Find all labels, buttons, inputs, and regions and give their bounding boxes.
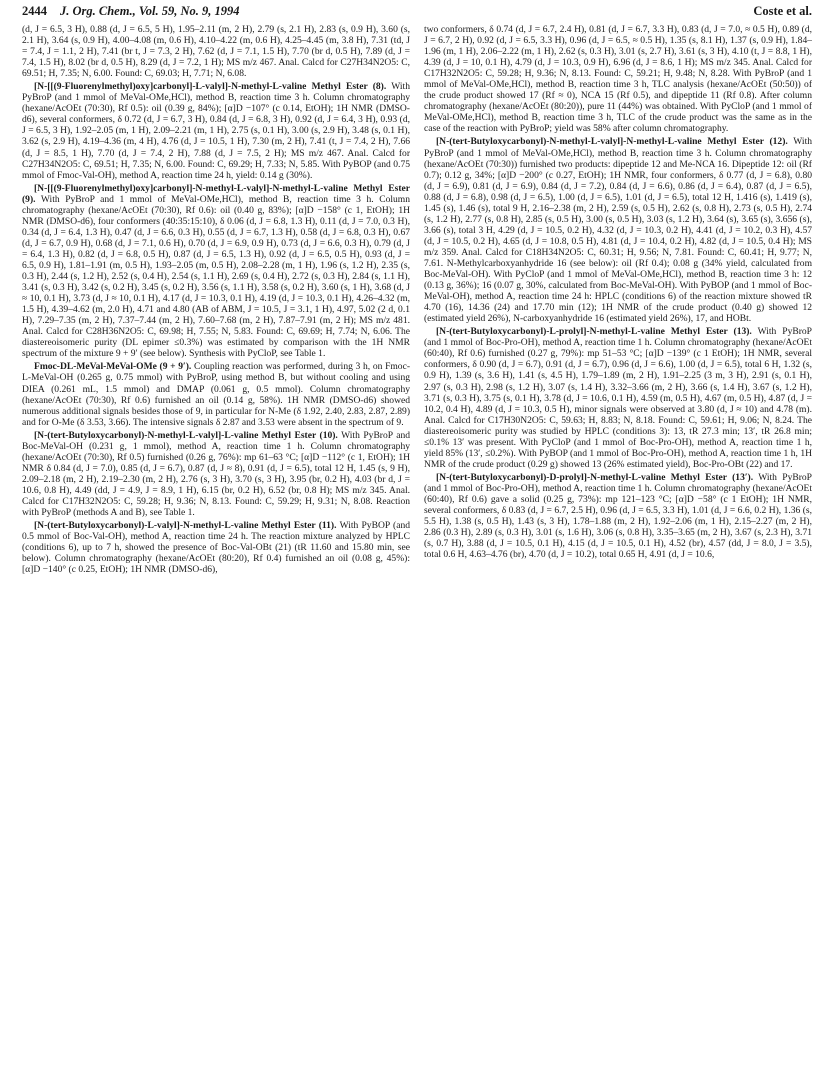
- running-authors: Coste et al.: [753, 4, 812, 18]
- compound-paragraph: [22, 361, 410, 427]
- compound-paragraph: [22, 81, 410, 180]
- paragraph-continuation: [22, 24, 410, 79]
- paragraph-body: With PyBroP (and 1 mmol of MeVal-OMe,HCl), method B, reaction time 3 h. Column chromatography (hexane/AcOEt (70:30), Rf 0.5): oil (0.39 g, 84%); [α]D −107° (c 0.14, EtOH); 1H NMR (DMSO-d6), several conformers, δ 0.72 (d, J = 6.7, 3 H), 0.84 (d, J = 6.8, 3 H), 0.92 (d, J = 6.4, 3 H), 0.93 (d, J = 6.5, 3 H), 1.92–2.05 (m, 1 H), 2.09–2.21 (m, 1 H), 2.75 (s, 0.1 H), 3.00 (s, 2.9 H), 3.48 (s, 0.1 H), 3.62 (s, 2.9 H), 4.19–4.36 (m, 4 H), 4.76 (d, J = 10.5, 1 H), 7.30 (m, 2 H), 7.41 (t, J = 7.4, 2 H), 7.66 (d, J = 8.5, 1 H), 7.70 (d, J = 7.4, 2 H), 7.88 (d, J = 7.5, 2 H); MS m/z 467. Anal. Calcd for C27H34N2O5: C, 69.51; H, 7.35; N, 6.00. Found: C, 69.29; H, 7.33; N, 5.85. With PyBOP (and 0.75 mmol of Fmoc-Val-OH), method A, reaction time 24 h, yield: 0.14 g (30%).: [22, 81, 410, 181]
- page-number: 2444: [22, 4, 47, 18]
- compound-paragraph: [22, 430, 410, 518]
- paragraph-body: With PyBroP and Boc-MeVal-OH (0.231 g, 1 mmol), method A, reaction time 1 h. Column chromatography (hexane/AcOEt (70:30), Rf 0.5) furnished (0.26 g, 76%): mp 61–63 °C; [α]D −112° (c 1, EtOH); 1H NMR δ 0.84 (d, J = 7.0), 0.85 (d, J = 6.7), 0.87 (d, J ≈ 8), 0.91 (d, J = 6.5), total 12 H, 1.45 (s, 9 H), 2.09–2.18 (m, 2 H), 2.19–2.30 (m, 2 H), 2.76 (s, 3 H), 3.70 (s, 3 H), 3.95 (br, 0.2 H), 4.03 (br d, J = 10.6, 0.8 H), 4.49 (dd, J = 4.9, J = 8.9, 1 H), 6.15 (br, 0.2 H), 6.52 (br, 0.8 H); MS m/z 345. Anal. Calcd for C17H32N2O5: C, 59.28; H, 9.36; N, 8.13. Found: C, 59.29; H, 9.31; N, 8.08. Reaction with PyBroP (methods A and B), see Table 1.: [22, 429, 410, 519]
- paragraph-body: With PyBroP (and 1 mmol of Boc-Pro-OH), method A, reaction time 1 h. Column chromatography (hexane/AcOEt (60:40), Rf 0.6) furnished (0.27 g, 79%): mp 51–53 °C; [α]D −139° (c 1 EtOH); 1H NMR, several conformers, δ 0.90 (d, J = 6.7), 0.91 (d, J = 6.7), 0.96 (d, J = 6.6), 1.00 (d, J = 6.5), total 6 H, 1.32 (s, 0.9 H), 1.39 (s, 3.6 H), 1.41 (s, 4.5 H), 1.79–1.89 (m, 2 H), 1.91–2.25 (3 m, 3 H), 2.91 (s, 0.1 H), 2.97 (s, 0.3 H), 2.98 (s, 1.2 H), 3.07 (s, 1.4 H), 3.32–3.66 (m, 2 H), 3.66 (s, 1.4 H), 3.67 (s, 1.2 H), 3.71 (s, 0.3 H), 3.75 (s, 0.1 H), 3.78 (d, J = 10.6, 0.1 H), 4.59 (m, 0.5 H), 4.67 (m, 0.5 H), 4.87 (d, J = 10.2, 0.4 H), 4.89 (d, J = 10.3, 0.5 H), minor signals were observed at 3.80 (d, J ≈ 10) and 4.78 (m). Anal. Calcd for C17H30N2O5: C, 59.63; H, 8.83; N, 8.18. Found: C, 59.61; H, 9.06; N, 8.24. The diastereoisomeric purity was studied by HPLC (conditions 3): 13, tR 27.3 min; 13′, tR 26.8 min; ≤0.1% 13′ was present. With PyCloP (and 1 mmol of Boc-Pro-OH), method A, reaction time 1 h, yield 85% (13′, ≤0.2%). With PyBOP (and 1 mmol of Boc-Pro-OH), method A, reaction time 1 h, 1H NMR of the crude product (0.29 g) showed 13 (26% estimated yield), Boc-Pro-OBt (22) and 17.: [424, 326, 812, 470]
- paragraph-body: With PyBOP (and 0.5 mmol of Boc-Val-OH), method A, reaction time 24 h. The reaction mixture analyzed by HPLC (conditions 6), up to 7 h, showed the presence of Boc-Val-OBt (21) (tR 11.60 and 15.80 min, see below). Column chromatography (hexane/AcOEt (80:20), Rf 0.4) furnished an oil (0.08 g, 45%): [α]D −140° (c 0.25, EtOH); 1H NMR (DMSO-d6),: [22, 520, 410, 576]
- running-header: [22, 4, 812, 24]
- compound-paragraph: [22, 183, 410, 360]
- compound-paragraph: [424, 136, 812, 324]
- paragraph-body: With PyBroP (and 1 mmol of Boc-Pro-OH), method A, reaction time 1 h. Column chromatography (hexane/AcOEt (60:40), Rf 0.6) gave a solid (0.25 g, 73%): mp 121–123 °C; [α]D −58° (c 1 EtOH); 1H NMR, several conformers, δ 0.83 (d, J = 6.7, 2.5 H), 0.96 (d, J = 6.5, 3.3 H), 1.01 (d, J = 6.6, 0.2 H), 1.36 (s, 5.5 H), 1.38 (s, 0.5 H), 1.43 (s, 3 H), 1.78–1.88 (m, 2 H), 1.92–2.06 (m, 1 H), 2.15–2.27 (m, 2 H), 2.86 (0.3 H), 2.89 (s, 0.3 H), 3.01 (s, 1.6 H), 3.06 (s, 0.8 H), 3.35–3.65 (m, 2 H), 3.67 (s, 2.3 H), 3.71 (s, 0.7 H), 3.88 (d, J = 10.5, 0.1 H), 4.15 (d, J = 10.5, 0.1 H), 4.52 (br), 4.57 (dd, J = 8.0, J = 3.5), total 0.6 H, 4.63–4.76 (br), 4.70 (d, J = 10.2), total 0.65 H, 4.91 (d, J = 10.6,: [424, 471, 812, 561]
- compound-title: [N-(tert-Butyloxycarbonyl)-L-prolyl]-N-methyl-L-valine Methyl Ester (13).: [436, 326, 752, 338]
- compound-title: [N-(tert-Butyloxycarbonyl)-N-methyl-L-valyl]-N-methyl-L-valine Methyl Ester (12).: [436, 136, 788, 148]
- paragraph-body: With PyBroP and 1 mmol of MeVal-OMe,HCl), method B, reaction time 3 h. Column chromatography (hexane/AcOEt (70:30), Rf 0.6): oil (0.40 g, 83%); [α]D −158° (c 1, EtOH); 1H NMR (DMSO-d6), four conformers (40:35:15:10), δ 0.06 (d, J = 6.8, 1.3 H), 0.11 (d, J = 7.0, 0.3 H), 0.34 (d, J = 6.4, 1.3 H), 0.47 (d, J = 6.6, 0.3 H), 0.55 (d, J = 6.7, 1.3 H), 0.58 (d, J = 6.8, 0.3 H), 0.67 (d, J = 6.7, 0.9 H), 0.68 (d, J = 7.1, 0.6 H), 0.70 (d, J = 6.9, 0.9 H), 0.73 (d, J = 6.6, 0.3 H), 0.79 (d, J = 6.4, 1.3 H), 0.82 (d, J = 6.8, 0.5 H), 0.87 (d, J = 6.5, 1.3 H), 0.92 (d, J = 6.5, 0.5 H), 0.93 (d, J = 6.5, 0.9 H), 1.81–1.91 (m, 0.5 H), 1.93–2.05 (m, 0.5 H), 2.08–2.28 (m, 1 H), 1.96 (s, 1.2 H), 2.35 (s, 0.3 H), 2.44 (s, 1.2 H), 2.52 (s, 0.4 H), 2.54 (s, 1.1 H), 2.69 (s, 0.4 H), 2.72 (s, 0.3 H), 2.84 (s, 1.1 H), 3.41 (s, 0.3 H), 3.42 (s, 0.2 H), 3.45 (s, 0.2 H), 3.56 (s, 1.1 H), 3.58 (s, 0.2 H), 3.60 (s, 1 H), 3.68 (d, J ≈ 10, 0.1 H), 3.73 (d, J ≈ 10, 0.1 H), 4.17 (d, J = 10.3, 0.1 H), 4.19 (d, J = 10.3, 0.1 H), 4.26–4.32 (m, 1.5 H), 4.39–4.62 (m, 2.0 H), 4.71 and 4.80 (AB of ABM, J = 10.5, J = 3.1, 1 H), 4.97, 5.02 (2 d, 0.1 H), 7.29–7.35 (m, 2 H), 7.37–7.44 (m, 2 H), 7.60–7.68 (m, 2 H), 7.87–7.91 (m, 2 H); MS m/z 481. Anal. Calcd for C28H36N2O5: C, 69.98; H, 7.55; N, 5.83. Found: C, 69.69; H, 7.74; N, 6.06. The diastereoisomeric purity (DL epimer ≤0.3%) was estimated by comparison with the 1H NMR spectrum of the mixture 9 + 9′ (see below). Synthesis with PyCloP, see Table 1.: [22, 193, 410, 360]
- compound-paragraph: [22, 520, 410, 575]
- paragraph-body: (d, J = 6.5, 3 H), 0.88 (d, J = 6.5, 5 H), 1.95–2.11 (m, 2 H), 2.79 (s, 2.1 H), 2.83 (s, 0.9 H), 3.60 (s, 2.1 H), 3.64 (s, 0.9 H), 4.00–4.08 (m, 0.6 H), 4.10–4.22 (m, 0.6 H), 4.25–4.45 (m, 3.8 H), 7.31 (td, J = 7.4, J = 1.1, 2 H), 7.41 (br t, J = 7.3, 2 H), 7.62 (d, J = 7.1, 1.5 H), 7.70 (br d, 0.5 H), 7.89 (d, J = 7.4, 1.5 H), 8.02 (br d, 0.5 H), 8.29 (d, J = 7.2, 1 H); MS m/z 467. Anal. Calcd for C27H34N2O5: C, 69.51; H, 7.35; N, 6.00. Found: C, 69.03; H, 7.71; N, 6.08.: [22, 24, 410, 80]
- compound-title: [N-(tert-Butyloxycarbonyl)-L-valyl]-N-methyl-L-valine Methyl Ester (11).: [34, 520, 337, 532]
- paragraph-body: With PyBroP (and 1 mmol of MeVal-OMe,HCl), method B, reaction time 3 h. Column chromatography (hexane/AcOEt (70:30)) furnished two products: dipeptide 12 and Me-NCA 16. Dipeptide 12: oil (Rf 0.7); 0.12 g, 34%; [α]D −200° (c 0.27, EtOH); 1H NMR, four conformers, δ 0.77 (d, J = 6.8), 0.80 (d, J = 6.9), 0.81 (d, J = 6.9), 0.84 (d, J = 7.2), 0.84 (d, J = 6.6), 0.86 (d, J = 6.4), 0.87 (d, J = 6.5), 0.88 (d, J = 6.8), 0.98 (d, J = 6.5), 1.00 (d, J = 6.5), 1.01 (d, J = 6.5), total 12 H, 1.416 (s), 1.419 (s), 1.45 (s), 1.46 (s), total 9 H, 2.16–2.38 (m, 2 H), 2.59 (s, 0.5 H), 2.62 (s, 0.8 H), 2.73 (s, 0.5 H), 2.74 (s, 1.2 H), 2.77 (s, 0.8 H), 2.85 (s, 0.5 H), 3.00 (s, 0.5 H), 3.03 (s, 1.2 H), 3.64 (s), 3.65 (s), 3.656 (s), 3.66 (s), total 3 H, 4.29 (d, J = 10.5, 0.2 H), 4.32 (d, J = 10.3, 0.2 H), 4.41 (d, J = 10.2, 0.3 H), 4.57 (d, J = 10.5, 0.2 H), 4.65 (d, J = 10.8, 0.5 H), 4.81 (d, J = 10.4, 0.2 H), 4.82 (d, J = 10.5, 0.4 H); MS m/z 359. Anal. Calcd for C18H34N2O5: C, 60.31; H, 9.56; N, 7.81. Found: C, 60.41; H, 9.77; N, 7.61. N-Methylcarboxyanhydride 16 (see below): oil (Rf 0.4); 0.08 g (34% yield, calculated from Boc-MeVal-OH). With PyCloP (and 1 mmol of MeVal-OMe,HCl), method B, reaction time 3 h: 12 (0.13 g, 36%); 16 (0.07 g, 30%, calculated from Boc-MeVal-OH). With PyBOP (and 1 mmol of Boc-MeVal-OH), method A, reaction time 24 h: HPLC (conditions 6) of the reaction mixture showed tR 4.70 (16), 14.36 (24) and 17.70 min (12); 1H NMR of the crude product (0.40 g) showed 12 (estimated yield 26%), N-carboxyanhydride 16 (estimated yield 26%), 17, and HOBt.: [424, 136, 812, 325]
- compound-title: [N-[[(9-Fluorenylmethyl)oxy]carbonyl]-N-methyl-L-valyl]-N-methyl-L-valine Methyl Ester (9).: [22, 182, 410, 205]
- compound-title: Fmoc-DL-MeVal-MeVal-OMe (9 + 9′).: [34, 361, 192, 373]
- right-column: [424, 24, 812, 1064]
- compound-title: [N-[[(9-Fluorenylmethyl)oxy]carbonyl]-L-valyl]-N-methyl-L-valine Methyl Ester (8).: [34, 81, 387, 93]
- left-column: [22, 24, 410, 1064]
- compound-paragraph: [424, 472, 812, 560]
- compound-title: [N-(tert-Butyloxycarbonyl)-N-methyl-L-valyl]-L-valine Methyl Ester (10).: [34, 429, 338, 441]
- compound-title: [N-(tert-Butyloxycarbonyl)-D-prolyl]-N-methyl-L-valine Methyl Ester (13′).: [436, 471, 754, 483]
- paragraph-body: two conformers, δ 0.74 (d, J = 6.7, 2.4 H), 0.81 (d, J = 6.7, 3.3 H), 0.83 (d, J = 7.0, ≈ 0.5 H), 0.89 (d, J = 6.7, 2 H), 0.92 (d, J = 6.5, 3.3 H), 0.96 (d, J = 6.5, ≈ 0.5 H), 1.35 (s, 8.1 H), 1.37 (s, 0.9 H), 1.84–1.96 (m, 1 H), 2.06–2.22 (m, 1 H), 2.62 (s, 0.3 H), 3.01 (s, 2.7 H), 3.61 (s, 3 H), 4.10 (t, J = 8.8, 1 H), 4.39 (d, J = 10, 0.1 H), 4.79 (d, J = 10.3, 0.9 H), 6.96 (d, J = 8.6, 1 H); MS m/z 345. Anal. Calcd for C17H32N2O5: C, 59.28; H, 9.36; N, 8.13. Found: C, 59.21; H, 9.48; N, 8.28. With PyBroP (and 1 mmol of MeVal-OMe,HCl), method B, reaction time 3 h, TLC analysis (hexane/AcOEt (50:50)) of the crude product showed 17 (Rf ≈ 0), NCA 15 (Rf 0.5), and dipeptide 11 (Rf 0.8). After column chromatography (hexane/AcOEt (80:20)), pure 11 (44%) was obtained. With PyCloP (and 1 mmol of MeVal-OMe,HCl), method B, reaction time 3 h, TLC of the crude product was the same as in the case of the reaction with PyBroP; yield was 58% after column chromatography.: [424, 24, 812, 135]
- compound-paragraph: [424, 326, 812, 470]
- paragraph-continuation: [424, 24, 812, 134]
- journal-citation: J. Org. Chem., Vol. 59, No. 9, 1994: [60, 4, 240, 18]
- paragraph-body: Coupling reaction was performed, during 3 h, on Fmoc-L-MeVal-OH (0.265 g, 0.75 mmol) with PyBroP, using method B, but without cooling and using DIEA (0.261 mL, 1.5 mmol) and DMAP (0.061 g, 0.5 mmol). Column chromatography (hexane/AcOEt (70:30), Rf 0.6) furnished an oil (0.14 g, 58%). 1H NMR (DMSO-d6) showed numerous additional signals besides those of 9, in particular for N-Me (δ 1.92, 2.40, 2.83, 2.87, 2.89) and for O-Me (δ 3.53, 3.66). The intensive signals δ 2.87 and 3.53 were absent in the spectrum of 9.: [22, 361, 410, 428]
